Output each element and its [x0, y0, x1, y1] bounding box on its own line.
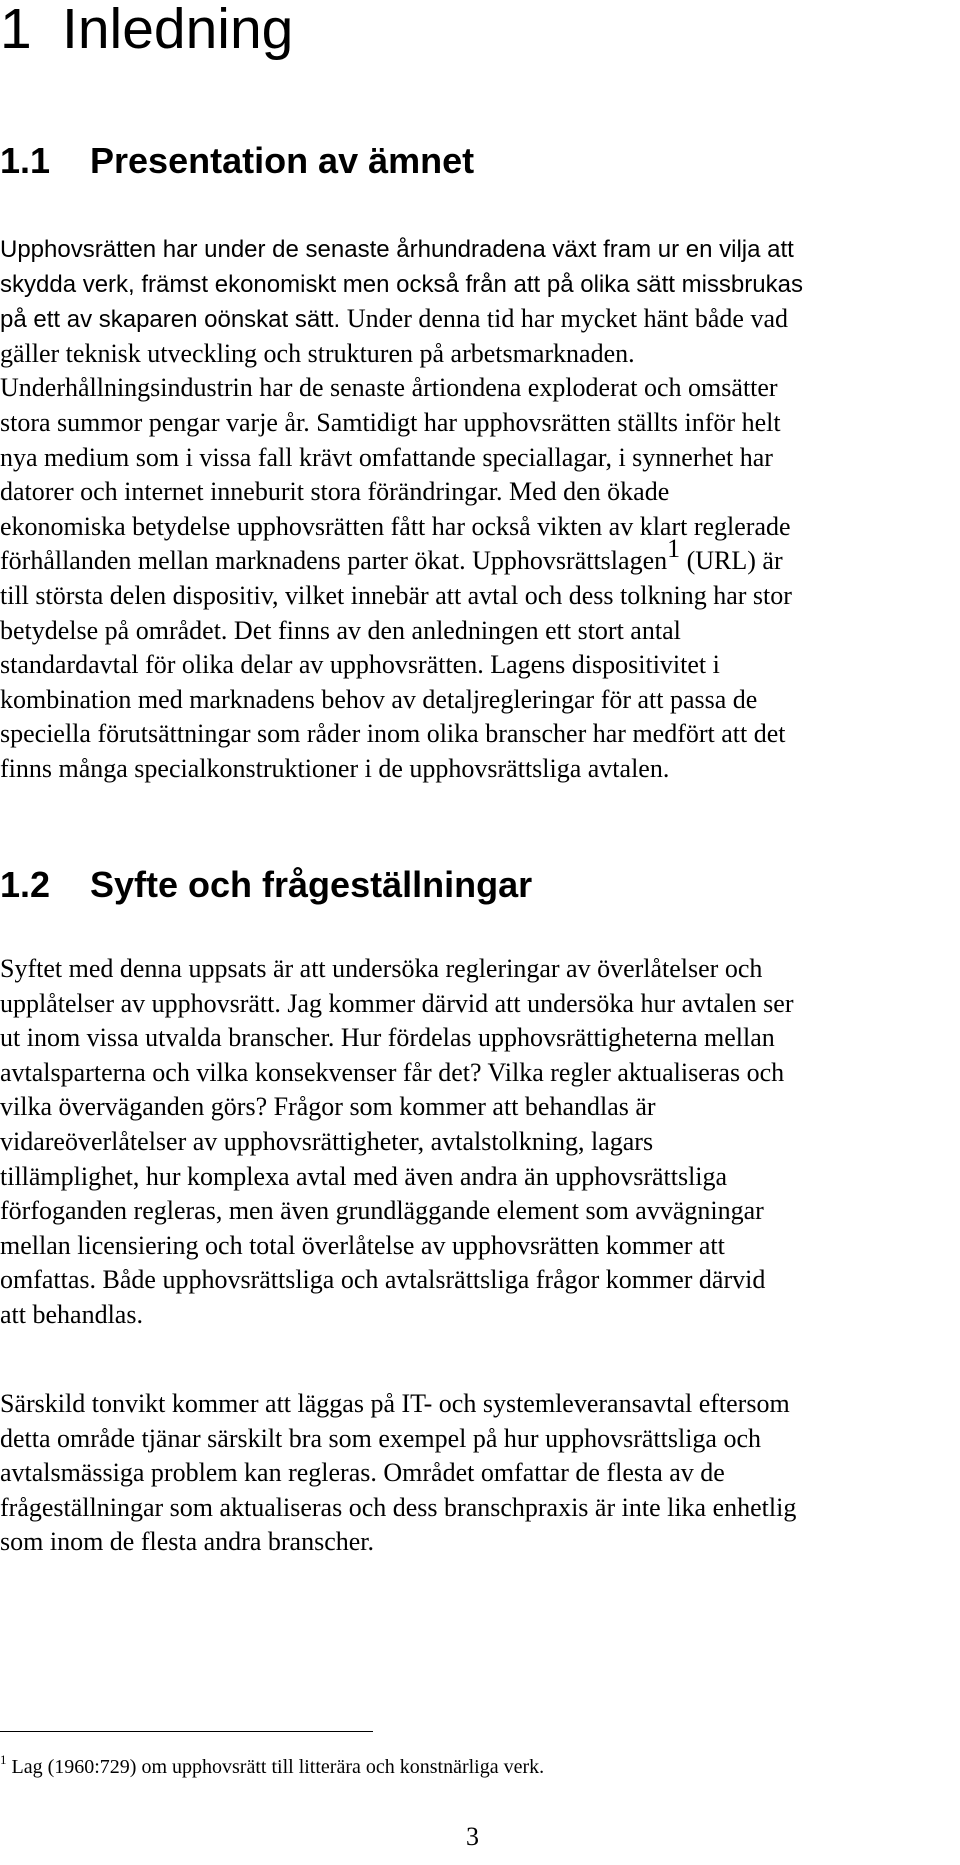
footnote: [0, 1754, 544, 1780]
text-line: [0, 752, 803, 787]
page-number: 3: [466, 1822, 479, 1851]
section-number: 1.1: [0, 140, 51, 181]
text-line: avtalsmässiga problem kan regleras. Området omfattar de flesta av de: [0, 1458, 725, 1488]
text-run: finns många specialkonstruktioner i de upphovsrättsliga avtalen.: [0, 753, 670, 783]
text-line: avtalsparterna och vilka konsekvenser får det? Vilka regler aktualiseras och: [0, 1057, 785, 1087]
text-line: [0, 475, 803, 510]
text-line: [0, 337, 803, 372]
footnote-reference: 1: [667, 534, 681, 564]
text-line: [0, 441, 803, 476]
text-run: (URL) är: [680, 546, 783, 576]
text-line: [0, 406, 803, 441]
text-line: mellan licensiering och total överlåtelse av upphovsrätten kommer att: [0, 1230, 725, 1260]
text-line: som inom de flesta andra branscher.: [0, 1527, 374, 1557]
text-run: till största delen dispositiv, vilket innebär att avtal och dess tolkning har stor: [0, 580, 792, 610]
text-run: Underhållningsindustrin har de senaste årtiondena exploderat och omsätter: [0, 373, 778, 403]
text-line: tillämplighet, hur komplexa avtal med även andra än upphovsrättsliga: [0, 1161, 728, 1191]
text-line: [0, 510, 803, 545]
section-number: 1.2: [0, 864, 51, 905]
text-run: Med den ökade: [508, 477, 670, 507]
text-run: Upphovsrättslagen: [472, 546, 668, 576]
chapter-heading: [0, 0, 293, 60]
chapter-number: 1: [0, 0, 32, 61]
text-run: datorer och internet inneburit stora förändringar.: [0, 477, 509, 507]
text-line: [0, 302, 803, 337]
text-line: [0, 268, 803, 303]
text-run: speciella förutsättningar som råder inom olika branscher har medfört att det: [0, 719, 786, 749]
text-line: [0, 614, 803, 649]
text-run: nya medium som i vissa fall krävt omfattande speciallagar, i synnerhet har: [0, 442, 773, 472]
footnote-text: Lag (1960:729) om upphovsrätt till litterära och konstnärliga verk.: [11, 1756, 545, 1778]
text-run: skydda verk, främst ekonomiskt men också från att på olika sätt missbrukas: [0, 270, 803, 298]
section-title: Syfte och frågeställningar: [90, 864, 533, 905]
text-run: ekonomiska betydelse upphovsrätten fått har också vikten av klart reglerade: [0, 511, 791, 541]
section-heading-1-2: [0, 864, 532, 906]
section-1-1-paragraph: [0, 233, 803, 787]
text-line: [0, 233, 803, 268]
text-line: [0, 683, 803, 718]
text-line: [0, 371, 803, 406]
section-title: Presentation av ämnet: [90, 140, 475, 181]
text-line: vidareöverlåtelser av upphovsrättigheter, avtalstolkning, lagars: [0, 1126, 654, 1156]
text-line: [0, 579, 803, 614]
text-run: förhållanden mellan marknadens parter ökat.: [0, 546, 473, 576]
text-run: standardavtal för olika delar av upphovsrätten. Lagens dispositivitet i: [0, 650, 720, 680]
section-1-2-paragraph-1: [0, 952, 793, 1333]
section-heading-1-1: [0, 140, 474, 182]
text-line: vilka överväganden görs? Frågor som kommer att behandlas är: [0, 1092, 656, 1122]
text-line: att behandlas.: [0, 1299, 143, 1329]
text-line: Särskild tonvikt kommer att läggas på IT- och systemleveransavtal eftersom: [0, 1389, 790, 1418]
text-run: Under denna tid har mycket hänt både vad: [346, 304, 788, 334]
text-run: kombination med marknadens behov av detaljregleringar för att passa de: [0, 684, 758, 714]
text-run: på ett av skaparen oönskat sätt.: [0, 306, 347, 334]
chapter-title: Inledning: [62, 0, 294, 61]
text-run: betydelse på området. Det finns av den anledningen ett stort antal: [0, 615, 681, 645]
footnote-marker: 1: [0, 1752, 7, 1767]
text-line: [0, 717, 803, 752]
text-run: stora summor pengar varje år.: [0, 407, 317, 437]
footnote-separator: [0, 1731, 373, 1732]
text-run: Samtidigt har upphovsrätten ställts inför helt: [316, 407, 781, 437]
text-run: gäller teknisk utveckling och strukturen på arbetsmarknaden.: [0, 338, 635, 368]
text-line: frågeställningar som aktualiseras och dess branschpraxis är inte lika enhetlig: [0, 1492, 797, 1522]
text-line: förfoganden regleras, men även grundläggande element som avvägningar: [0, 1196, 764, 1226]
section-1-2-paragraph-2: [0, 1387, 796, 1560]
text-line: ut inom vissa utvalda branscher. Hur fördelas upphovsrättigheterna mellan: [0, 1023, 775, 1053]
text-line: [0, 648, 803, 683]
text-line: [0, 534, 803, 579]
text-line: omfattas. Både upphovsrättsliga och avtalsrättsliga frågor kommer därvid: [0, 1265, 766, 1295]
text-run: Upphovsrätten har under de senaste århundradena växt fram ur en vilja att: [0, 236, 794, 263]
text-line: Syftet med denna uppsats är att undersöka regleringar av överlåtelser och: [0, 954, 763, 983]
text-line: upplåtelser av upphovsrätt. Jag kommer därvid att undersöka hur avtalen ser: [0, 988, 794, 1018]
text-line: detta område tjänar särskilt bra som exempel på hur upphovsrättsliga och: [0, 1423, 761, 1453]
